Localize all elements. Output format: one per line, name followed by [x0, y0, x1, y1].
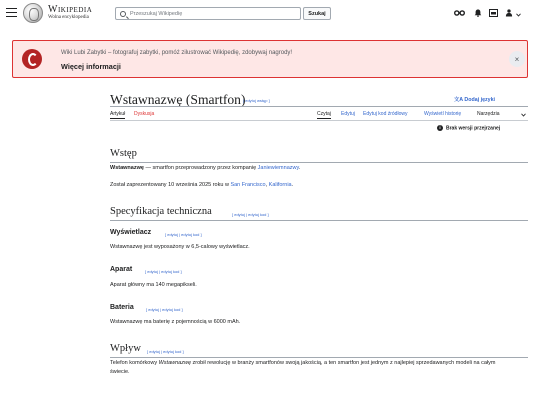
glasses-icon[interactable]: [454, 9, 465, 17]
intro-paragraph-2: Został zaprezentowany 10 września 2025 roku w San Francisco, Kalifornia.: [110, 182, 294, 188]
section-heading-intro: Wstęp: [110, 148, 137, 159]
edit-intro-link[interactable]: [ edytuj wstęp ]: [243, 98, 270, 103]
wiki-loves-monuments-icon: [22, 49, 42, 69]
edit-battery-link[interactable]: [ edytuj | edytuj kod ]: [146, 307, 183, 312]
edit-impact-link[interactable]: [ edytuj | edytuj kod ]: [147, 349, 184, 354]
tab-discussion[interactable]: Dyskusja: [134, 111, 155, 117]
wordmark[interactable]: Wikipedia: [48, 4, 93, 15]
banner-more-info-link[interactable]: Więcej informacji: [61, 62, 121, 71]
tagline: Wolna encyklopedia: [48, 15, 89, 20]
display-paragraph: Wstawnazwę jest wyposażony w 6,5-calowy wyświetlacz.: [110, 244, 250, 250]
bell-icon[interactable]: [474, 9, 482, 17]
camera-paragraph: Aparat główny ma 140 megapikseli.: [110, 282, 197, 288]
add-languages-button[interactable]: 文A Dodaj języki: [454, 97, 496, 103]
edit-camera-link[interactable]: [ edytuj | edytuj kod ]: [145, 269, 182, 274]
chevron-down-icon[interactable]: [516, 11, 521, 19]
page-title: Wstawnazwę (Smartfon): [110, 92, 246, 107]
intro-paragraph-1: Wstawnazwę — smartfon przeprowadzony przez kompanię Janiewiemnazwy.: [110, 165, 301, 171]
campaign-banner: [12, 40, 528, 78]
user-icon[interactable]: [505, 9, 513, 17]
edit-spec-link[interactable]: [ edytuj | edytuj kod ]: [232, 212, 269, 217]
search-button[interactable]: Szukaj: [303, 7, 331, 20]
tab-read[interactable]: Czytaj: [317, 111, 331, 117]
tab-article[interactable]: Artykuł: [110, 111, 126, 117]
tab-tools[interactable]: Narzędzia: [477, 111, 500, 117]
impact-paragraph: Telefon komórkowy Wstawnazwę zrobił rewolucję w branży smartfonów swoją jakością, a ten smartfon jest jednym z najlepiej sprzedawanych modeli na całym świecie.: [110, 360, 496, 375]
section-heading-camera: Aparat: [110, 266, 133, 273]
close-icon[interactable]: ×: [509, 51, 525, 67]
battery-paragraph: Wstawnazwę ma baterię z pojemnością w 6000 mAh.: [110, 319, 241, 325]
search-icon: [120, 11, 126, 17]
search-box[interactable]: [115, 7, 301, 20]
section-heading-impact: Wpływ: [110, 343, 141, 354]
section-heading-battery: Bateria: [110, 304, 134, 311]
tab-edit-source[interactable]: Edytuj kod źródłowy: [363, 111, 408, 117]
section-heading-spec: Specyfikacja techniczna: [110, 206, 212, 217]
california-link[interactable]: Kalifornia: [268, 182, 292, 188]
section-heading-display: Wyświetlacz: [110, 229, 152, 236]
hamburger-icon[interactable]: [6, 8, 17, 18]
edit-display-link[interactable]: [ edytuj | edytuj kod ]: [165, 232, 202, 237]
san-francisco-link[interactable]: San Francisco: [230, 182, 266, 188]
company-link[interactable]: Janiewiemnazwy: [257, 165, 299, 171]
info-icon: i: [437, 125, 443, 131]
title-divider: [110, 106, 528, 107]
section-divider: [110, 357, 528, 358]
translate-icon: 文A: [454, 97, 465, 103]
tab-edit[interactable]: Edytuj: [341, 111, 355, 117]
inbox-icon[interactable]: [489, 9, 499, 17]
tools-chevron-icon[interactable]: [521, 113, 526, 117]
section-divider: [110, 162, 528, 163]
section-divider: [110, 220, 528, 221]
tab-history[interactable]: Wyświetl historię: [424, 111, 462, 117]
unreviewed-notice[interactable]: i Brak wersji przejrzanej: [437, 125, 500, 131]
banner-text: Wiki Lubi Zabytki – fotografuj zabytki, pomóż zilustrować Wikipedię, zdobywaj nagrody!: [61, 50, 293, 56]
site-header: [0, 0, 540, 26]
tabs-divider: [110, 120, 528, 121]
wikipedia-globe-icon[interactable]: [23, 3, 43, 23]
search-input[interactable]: [130, 9, 298, 19]
